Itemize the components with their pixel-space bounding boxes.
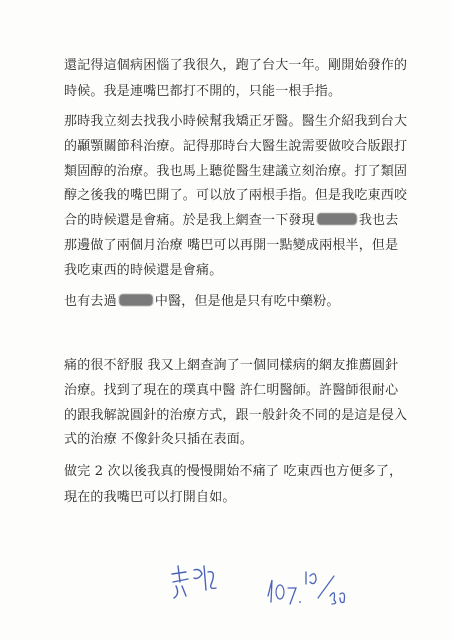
handwritten-date-drawing (262, 566, 352, 606)
text-line: 醇之後我的嘴巴開了。可以放了兩根手指。但是我吃東西咬 (64, 188, 408, 203)
text-segment: 也有去過 (64, 294, 117, 309)
redaction-mark (317, 213, 357, 225)
text-line-with-redaction (64, 294, 340, 310)
text-line: 做完 2 次以後我真的慢慢開始不痛了 吃東西也方便多了， (64, 464, 403, 479)
handwritten-signature (168, 560, 228, 600)
text-line: 那邊做了兩個月治療 嘴巴可以再開一點變成兩根半，但是 (64, 238, 399, 253)
text-line: 我吃東西的時候還是會痛。 (64, 263, 223, 278)
text-line: 那時我立刻去找我小時候幫我矯正牙醫。醫生介紹我到台大 (64, 114, 408, 129)
text-line: 類固醇的治療。我也馬上聽從醫生建議立刻治療。打了類固 (64, 164, 408, 179)
text-segment: 中醫，但是他是只有吃中藥粉。 (154, 294, 340, 309)
handwritten-date (262, 566, 352, 606)
text-line-with-redaction (64, 213, 398, 229)
redaction-mark (119, 294, 153, 306)
text-line: 的跟我解說圓針的治療方式，跟一般針灸不同的是這是侵入 (64, 408, 408, 423)
text-line: 痛的很不舒服 我又上網查詢了一個同樣病的網友推薦圓針 (64, 358, 399, 373)
text-line: 現在的我嘴巴可以打開自如。 (64, 490, 236, 505)
text-line: 治療。找到了現在的璞真中醫 許仁明醫師。許醫師很耐心 (64, 383, 399, 398)
text-segment: 我也去 (358, 213, 399, 228)
text-line: 時候。我是連嘴巴都打不開的，只能一根手指。 (64, 84, 342, 99)
date-value (262, 566, 267, 567)
text-line: 還記得這個病困惱了我很久，跑了台大一年。剛開始發作的 (64, 58, 408, 73)
text-segment: 合的時候還是會痛。於是我上網查一下發現 (64, 213, 315, 228)
text-line: 式的治療 不像針灸只插在表面。 (64, 432, 254, 447)
text-line: 的顳顎關節科治療。記得那時台大醫生說需要做咬合版跟打 (64, 139, 408, 154)
